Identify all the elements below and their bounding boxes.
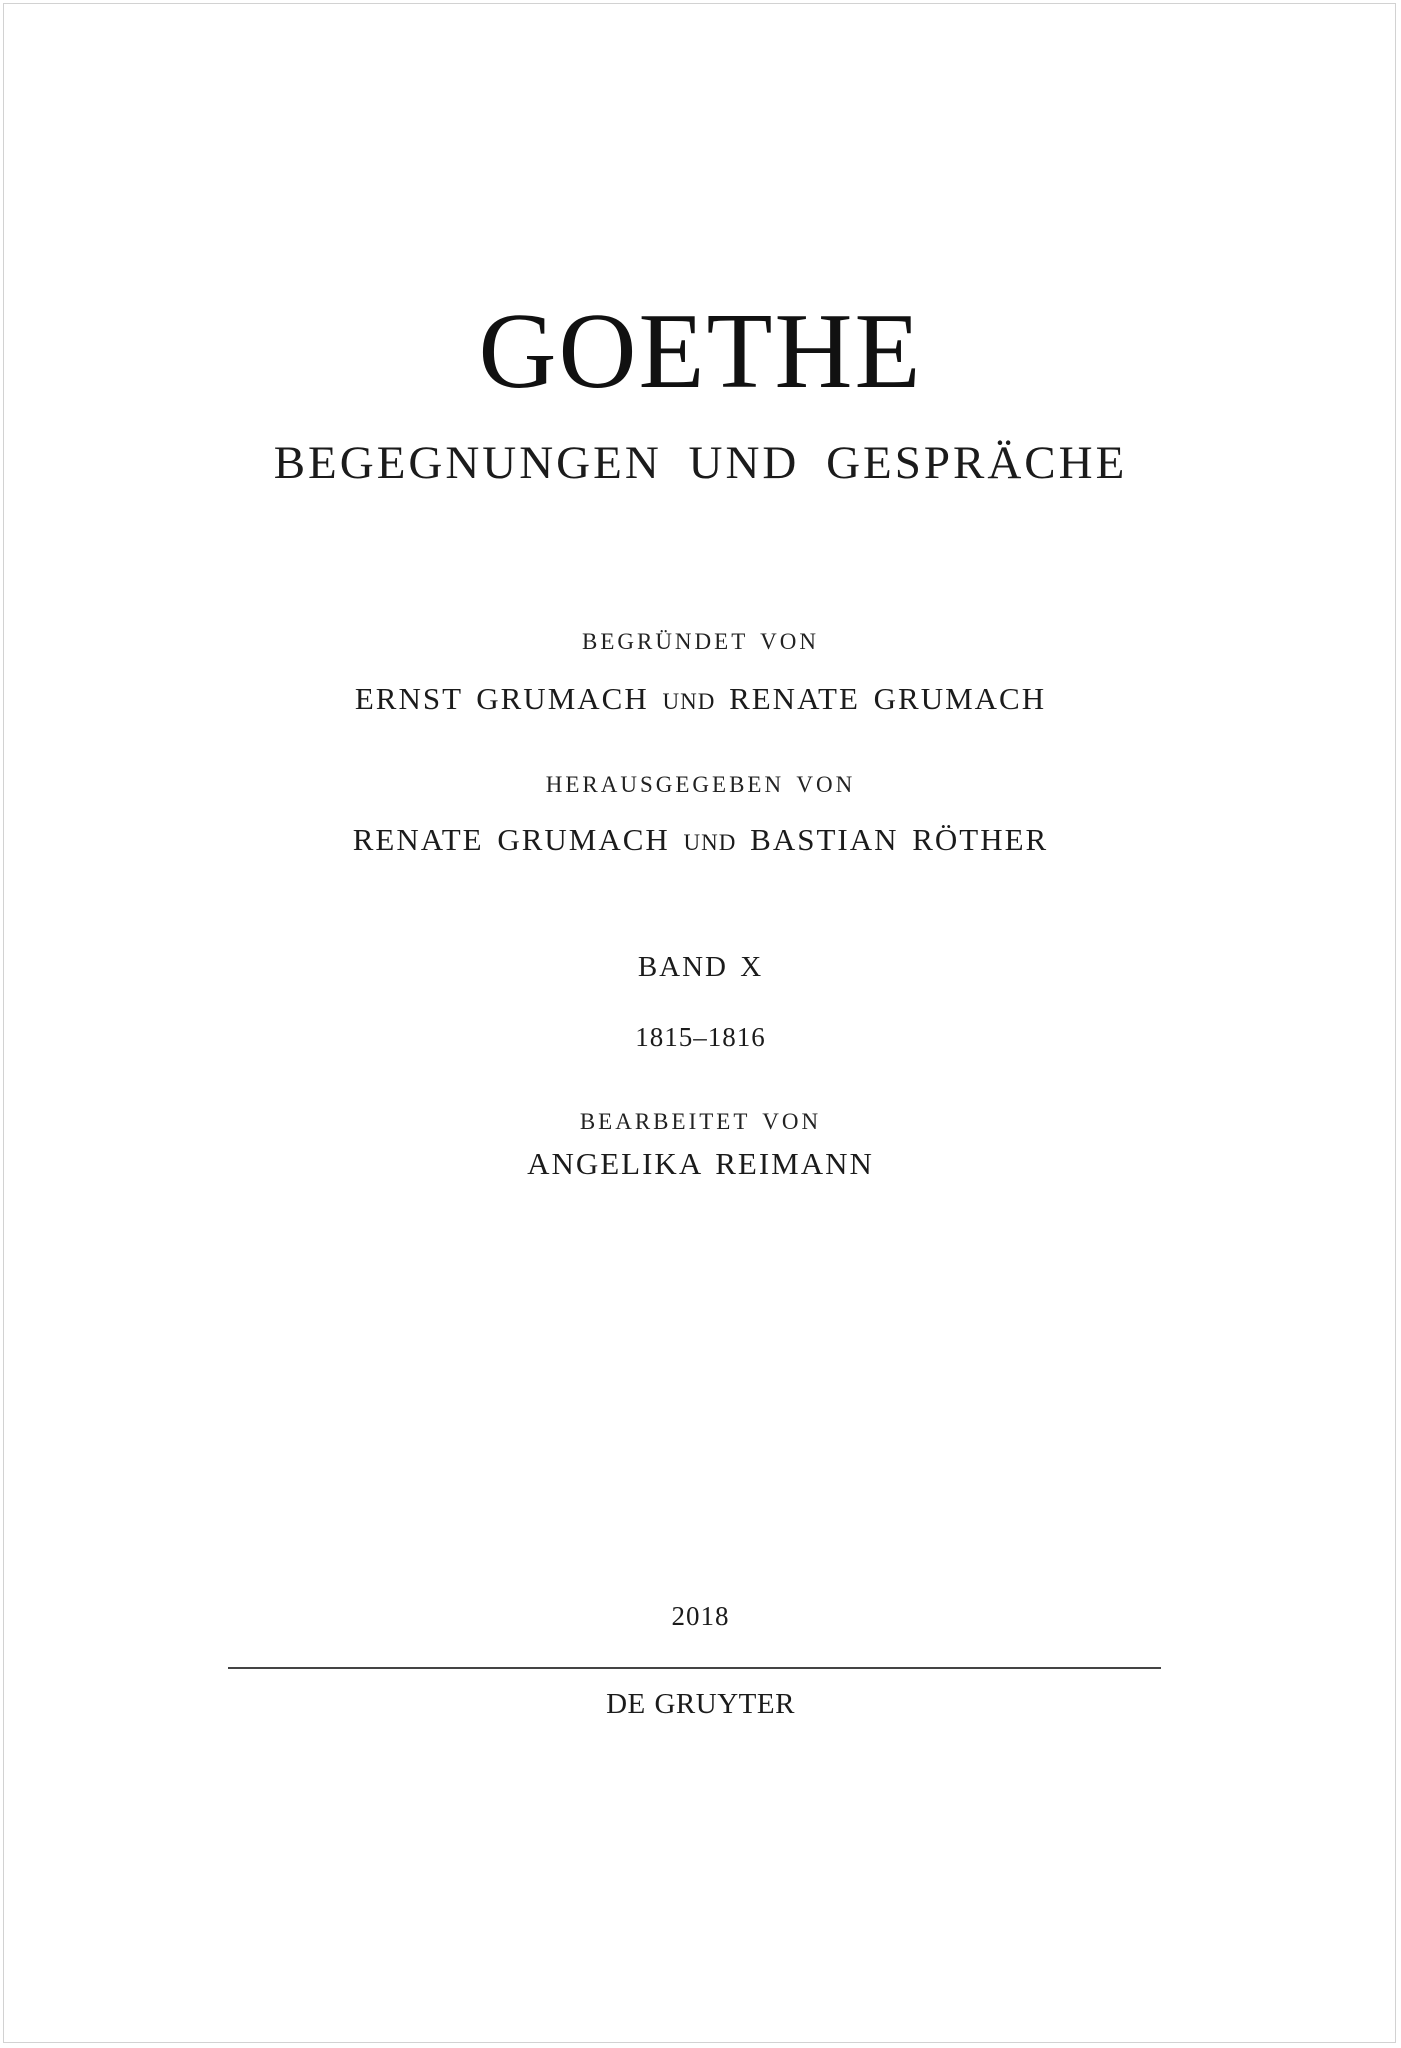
reviser-name: ANGELIKA REIMANN bbox=[527, 1146, 874, 1181]
founders-conjunction: UND bbox=[662, 689, 716, 714]
editors-conjunction: UND bbox=[683, 830, 737, 855]
founders-names bbox=[0, 683, 1401, 714]
book-subtitle: BEGEGNUNGEN UND GESPRÄCHE bbox=[273, 437, 1128, 489]
publisher-name: DE GRUYTER bbox=[606, 1688, 795, 1720]
publisher-divider bbox=[228, 1667, 1161, 1669]
revised-by-label: BEARBEITET VON bbox=[579, 1109, 822, 1134]
editor-name-1: RENATE GRUMACH bbox=[352, 822, 670, 857]
editors-names bbox=[0, 824, 1401, 855]
founded-by-label: BEGRÜNDET VON bbox=[581, 629, 820, 654]
founder-name-2: RENATE GRUMACH bbox=[729, 681, 1047, 716]
volume-years: 1815–1816 bbox=[635, 1022, 766, 1052]
book-title: GOETHE bbox=[478, 292, 923, 411]
publication-year: 2018 bbox=[671, 1601, 730, 1631]
founder-name-1: ERNST GRUMACH bbox=[354, 681, 649, 716]
editor-name-2: BASTIAN RÖTHER bbox=[750, 822, 1049, 857]
volume-number: BAND X bbox=[637, 951, 764, 983]
edited-by-label: HERAUSGEGEBEN VON bbox=[545, 772, 856, 797]
